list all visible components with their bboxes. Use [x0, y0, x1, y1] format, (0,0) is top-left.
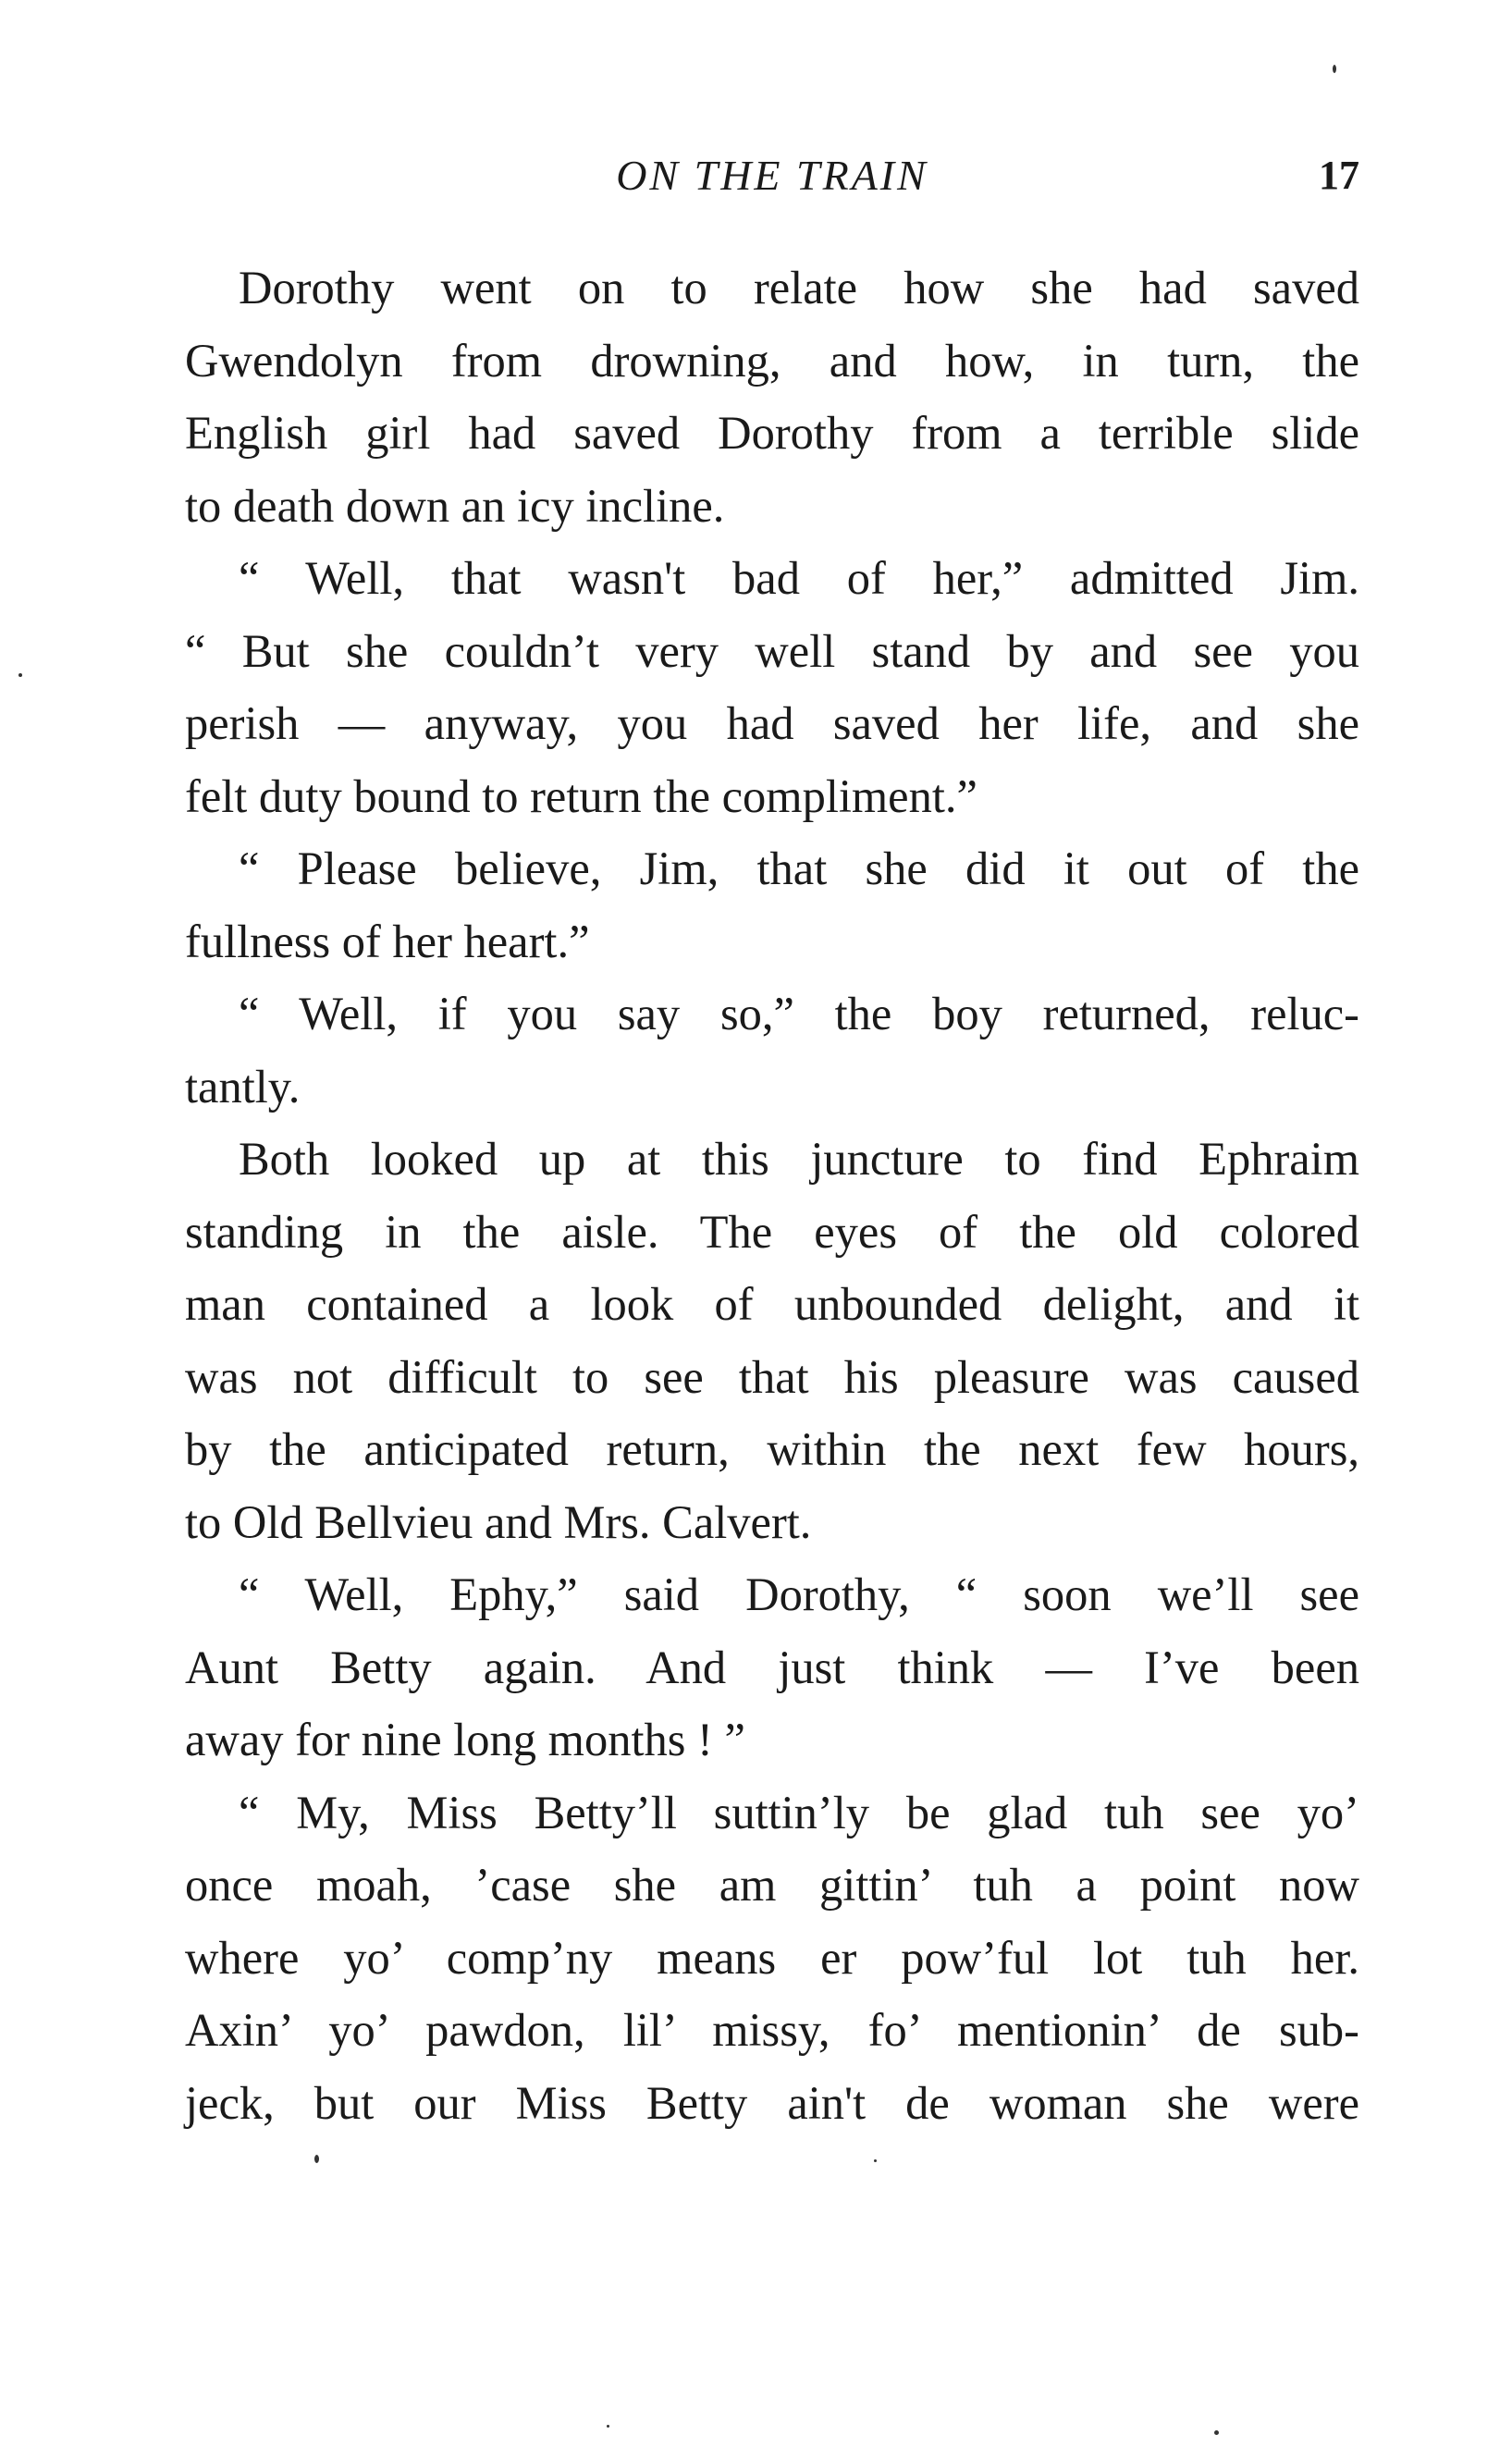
scan-speck — [1333, 65, 1336, 73]
running-title: ON THE TRAIN — [616, 152, 928, 199]
text-line: fullness of her heart.” — [185, 915, 590, 967]
text-line: man contained a look of unbounded delight, and it — [185, 1278, 1359, 1330]
text-line: “ Well, if you say so,” the boy returned, reluc- — [239, 988, 1359, 1039]
text-line: Dorothy went on to relate how she had saved — [239, 262, 1359, 314]
text-line: where yo’ comp’ny means er pow’ful lot tuh her. — [185, 1931, 1359, 1984]
scan-speck — [1214, 2430, 1219, 2435]
text-line: “ Well, that wasn't bad of her,” admitted Jim. — [239, 552, 1359, 604]
text-line: “ Please believe, Jim, that she did it out of the — [239, 842, 1359, 894]
text-line: away for nine long months ! ” — [185, 1714, 745, 1765]
text-line: felt duty bound to return the compliment.” — [185, 769, 977, 822]
text-line: jeck, but our Miss Betty ain't de woman she were — [185, 2076, 1359, 2129]
text-line: perish — anyway, you had saved her life, and she — [185, 697, 1359, 749]
scan-speck — [874, 2159, 877, 2162]
scan-speck — [314, 2155, 319, 2163]
text-line: Gwendolyn from drowning, and how, in turn, the — [185, 334, 1359, 387]
text-line: Axin’ yo’ pawdon, lil’ missy, fo’ mentionin’ de sub- — [185, 2004, 1359, 2056]
text-line: English girl had saved Dorothy from a terrible slide — [185, 407, 1359, 459]
text-line: “ Well, Ephy,” said Dorothy, “ soon we’ll see — [239, 1568, 1359, 1620]
text-line: tantly. — [185, 1060, 301, 1113]
page-number: 17 — [1319, 153, 1359, 198]
text-line: was not difficult to see that his pleasure was caused — [185, 1350, 1359, 1403]
scan-speck — [18, 673, 22, 677]
text-line: Aunt Betty again. And just think — I’ve been — [185, 1641, 1359, 1693]
scan-speck — [607, 2425, 609, 2428]
text-line: “ My, Miss Betty’ll suttin’ly be glad tuh see yo’ — [239, 1786, 1359, 1838]
text-line: by the anticipated return, within the next few hours, — [185, 1423, 1359, 1475]
running-head — [185, 148, 1359, 203]
text-line: Both looked up at this juncture to find Ephraim — [239, 1133, 1359, 1185]
text-line: once moah, ’case she am gittin’ tuh a point now — [185, 1859, 1359, 1911]
text-line: to death down an icy incline. — [185, 479, 725, 532]
text-line: “ But she couldn’t very well stand by and see you — [185, 624, 1359, 677]
text-line: to Old Bellvieu and Mrs. Calvert. — [185, 1495, 812, 1548]
body-text — [185, 252, 1359, 2139]
text-line: standing in the aisle. The eyes of the old colored — [185, 1205, 1359, 1258]
